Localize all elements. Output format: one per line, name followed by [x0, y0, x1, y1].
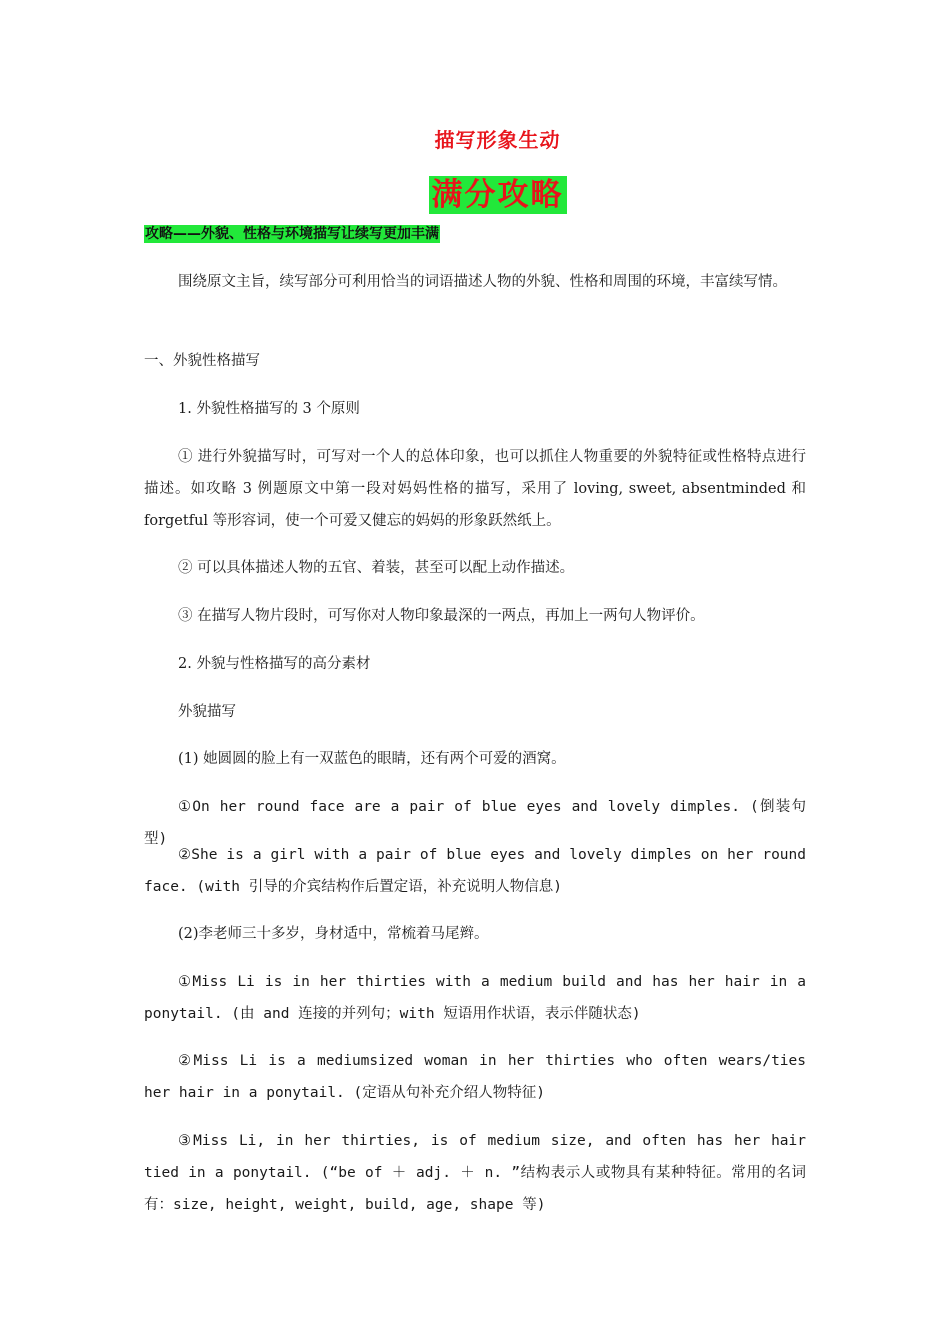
example-2-translation-a: ①Miss Li is in her thirties with a medium build and has her hair in a ponytail. (由 and 连接的并列句；with 短语用作状语，表示伴随状态) — [144, 974, 806, 1022]
banner-wrapper — [0, 176, 950, 214]
principle-1: ① 进行外貌描写时，可写对一个人的总体印象，也可以抓住人物重要的外貌特征或性格特点进行描述。如攻略 3 例题原文中第一段对妈妈性格的描写，采用了 loving, sweet, absentminded 和 forgetful 等形容词，使一个可爱又健忘的妈妈的形象跃然纸上。 — [144, 449, 806, 529]
principle-2: ② 可以具体描述人物的五官、着装，甚至可以配上动作描述。 — [178, 560, 575, 576]
strategy-subheading: 攻略——外貌、性格与环境描写让续写更加丰满 — [145, 226, 439, 242]
banner-heading: 满分攻略 — [429, 176, 567, 214]
intro-paragraph: 围绕原文主旨，续写部分可利用恰当的词语描述人物的外貌、性格和周围的环境，丰富续写情。 — [178, 274, 787, 290]
example-2-translation-b: ②Miss Li is a mediumsized woman in her thirties who often wears/ties her hair in a ponytail. (定语从句补充介绍人物特征) — [144, 1053, 806, 1101]
appearance-label: 外貌描写 — [178, 704, 236, 720]
section-heading-appearance-personality: 一、外貌性格描写 — [144, 353, 260, 369]
example-1-translation-b: ②She is a girl with a pair of blue eyes and lovely dimples on her round face. (with 引导的介宾结构作后置定语，补充说明人物信息) — [144, 847, 806, 895]
principles-heading: 1. 外貌性格描写的 3 个原则 — [178, 401, 360, 417]
page-title: 描写形象生动 — [434, 128, 561, 152]
example-2-translation-c: ③Miss Li, in her thirties, is of medium size, and often has her hair tied in a ponytail. (“be of ＋ adj. ＋ n. ”结构表示人或物具有某种特征。常用的名词有：size, height, weight, build, age, shape 等) — [144, 1133, 806, 1213]
example-1-translation-a: ①On her round face are a pair of blue eyes and lovely dimples. (倒装句型) — [144, 799, 806, 847]
principle-3: ③ 在描写人物片段时，可写你对人物印象最深的一两点，再加上一两句人物评价。 — [178, 608, 705, 624]
example-1-chinese: (1) 她圆圆的脸上有一双蓝色的眼睛，还有两个可爱的酒窝。 — [178, 751, 566, 767]
example-2-chinese: (2)李老师三十多岁，身材适中，常梳着马尾辫。 — [178, 926, 489, 942]
materials-heading: 2. 外貌与性格描写的高分素材 — [178, 656, 371, 672]
